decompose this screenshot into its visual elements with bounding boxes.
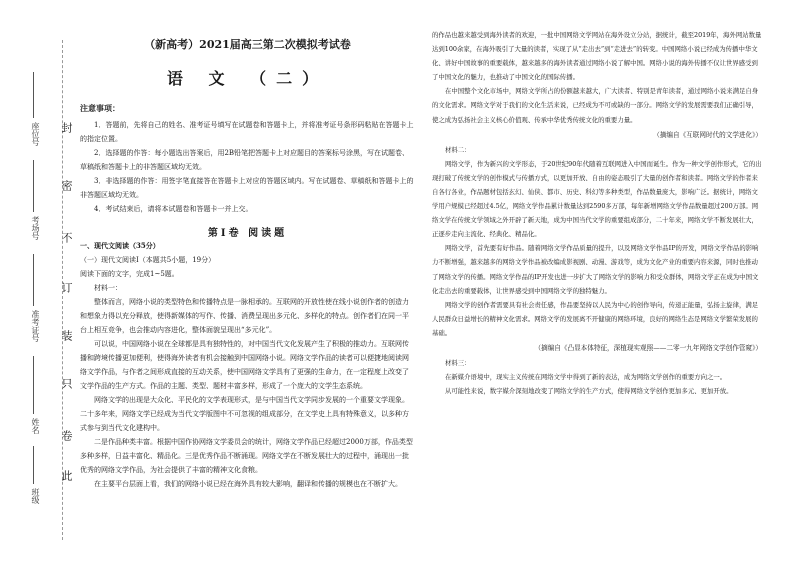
section-heading: 一、现代文阅读（35分）	[80, 241, 160, 250]
admission-number-line	[33, 254, 34, 306]
material3-label: 材料三：	[445, 358, 471, 367]
seat-number-label: 座位号	[31, 122, 40, 146]
notice-item: 4．考试结束后，请将本试题卷和答题卡一并上交。	[94, 205, 253, 213]
seat-number-line	[33, 72, 34, 118]
margin-char: 订	[60, 282, 73, 293]
exam-room-line	[33, 160, 34, 212]
material1-paragraph: 二是作品种类丰富。根据中国作协网络文学委员会的统计，网络文学作品已经超过2000万部，作品类型多种多样，日益丰富化、精品化。三是优秀作品不断涌现。网络文学在不断发展壮大的过程中，涌现出一批优秀的网络文学作品，为社会提供了丰富的精神文化食粮。	[80, 438, 413, 474]
material2-label: 材料二：	[445, 145, 471, 154]
name-label: 姓名	[31, 418, 40, 434]
source-citation: （摘编自《互联网时代的文学进化》）	[653, 130, 762, 139]
margin-char: 只	[60, 378, 73, 389]
binding-margin	[0, 0, 73, 562]
class-label: 班级	[31, 488, 40, 504]
source-citation: （摘编自《凸显本体特征，深植现实观照——二零一九年网络文学创作管窥》）	[534, 343, 762, 352]
name-line	[33, 356, 34, 414]
material1-continuation: 的作品也越来越受到海外读者的欢迎，一批中国网络文学网站在海外设立分站，据统计，截至2019年，海外网站数量达到100余家，在海外吸引了大量的读者，实现了从“走出去”到“走进去”的转变。中国网络小说已经成为传播中华文化、讲好中国故事的重要载体，越来越多的海外读者通过网络小说了解中国。网络小说的海外传播不仅让世界感受到了中国文化的魅力，也推动了中国文化的国际传播。	[432, 31, 762, 82]
material1-label: 材料一：	[94, 284, 122, 292]
material1-paragraph: 网络文学的出现是大众化、平民化的文学表现形式，是与中国当代文学同步发展的一个重要文学现象。二十多年来，网络文学已经成为当代文学版图中不可忽视的组成部分，在文学史上具有特殊意义，以多种方式参与到当代文化建构中。	[80, 396, 409, 432]
notice-item: 3．非选择题的作答：用签字笔直接答在答题卡上对应的答题区域内。写在试题卷、草稿纸和答题卡上的非答题区域均无效。	[80, 177, 414, 199]
part-title: 第Ⅰ卷 阅读题	[207, 228, 288, 239]
material2-paragraph: 网络文学的创作者需要具有社会责任感，作品要坚持以人民为中心的创作导向，传递正能量，弘扬主旋律，满足人民群众日益增长的精神文化需求。网络文学的发展离不开健康的网络环境，良好的网络生态是网络文学繁荣发展的基础。	[432, 300, 759, 337]
notice-title: 注意事项：	[80, 103, 120, 113]
exam-title: （新高考）2021届高三第二次模拟考试卷	[144, 38, 351, 51]
right-column	[432, 28, 762, 398]
left-column	[80, 30, 415, 491]
material1-paragraph: 在主要平台层面上看，我们的网络小说已经在海外具有较大影响，翻译和传播的规模也在不断扩大。	[94, 480, 402, 488]
admission-number-label: 准考证号	[31, 310, 40, 342]
material2-paragraph: 网络文学，首先要有好作品。随着网络文学作品质量的提升，以及网络文学作品IP的开发，网络文学作品的影响力不断增强，越来越多的网络文学作品被改编成影视剧、动漫、游戏等，成为文化产业的重要内容来源，同时也推动了网络文学的传播。网络文学作品的IP开发也进一步扩大了网络文学的影响力和受众群体，网络文学正在成为中国文化走出去的重要载体，让世界感受到中国网络文学的独特魅力。	[432, 244, 759, 295]
margin-char: 此	[60, 470, 73, 481]
subsection-heading: （一）现代文阅读Ⅰ（本题共5小题，19分）	[80, 256, 216, 264]
material3-paragraph: 从可能性来说，数字媒介深刻地改变了网络文学的生产方式，使得网络文学创作更加多元、更加开放。	[445, 387, 733, 396]
margin-char: 密	[60, 180, 73, 191]
instruction-text: 阅读下面的文字，完成1~5题。	[80, 270, 179, 278]
exam-room-label: 考场号	[31, 216, 40, 240]
notice-item: 2．选择题的作答：每小题选出答案后，用2B铅笔把答题卡上对应题目的答案标号涂黑，写在试题卷、草稿纸和答题卡上的非答题区域均无效。	[80, 149, 410, 171]
margin-char: 卷	[60, 430, 73, 441]
margin-char: 封	[60, 122, 73, 133]
material1-paragraph: 可以说，中国网络小说在全球都是具有独特性的，对中国当代文化发展产生了积极的推动力。互联网传播和跨境传播更加便利，使得海外读者有机会接触到中国网络小说。网络文学作品的读者可以便捷地阅读网络文学作品，与作者之间形成直接的互动关系，使中国网络文学具有了更强的生命力，在一定程度上改变了文学作品的生产方式。作品的主题、类型、题材丰富多样，形成了一个庞大的文学生态系统。	[80, 340, 409, 390]
subject-title: 语 文 （二）	[166, 69, 329, 88]
notice-item: 1．答题前，先将自己的姓名、准考证号填写在试题卷和答题卡上，并将准考证号条形码粘贴在答题卡上的指定位置。	[80, 121, 414, 143]
material2-paragraph: 网络文学，作为新兴的文学形态，于20世纪90年代随着互联网进入中国而诞生。作为一种文学创作形式，它的出现打破了传统文学的创作模式与传播方式，以更加开放、自由的姿态吸引了大量的创作者和读者。网络文学的作者来自各行各业，作品题材包括玄幻、仙侠、都市、历史、科幻等多种类型，作品数量庞大，影响广泛。据统计，网络文学用户规模已经超过4.5亿，网络文学作品累计数量达到2590多万部，每年新增网络文学作品数量超过200万部。网络文学在传统文学领域之外开辟了新天地，成为中国当代文学的重要组成部分，二十年来，网络文学不断发展壮大，正逐步走向主流化、经典化、精品化。	[432, 159, 762, 239]
margin-char: 装	[60, 330, 73, 341]
class-line	[33, 446, 34, 484]
margin-char: 不	[60, 232, 73, 243]
material1-paragraph: 整体而言，网络小说的类型特色和传播特点是一脉相承的。互联网的开放性使在线小说创作者的创造力和想象力得以充分释放，使得新媒体的写作、传播、消费呈现出多元化、多样化的特点。创作者们在同一平台上相互竞争，也会推动内容进化，整体面貌呈现出“多元化”。	[80, 298, 409, 334]
material3-paragraph: 在新媒介语境中，现实主义传统在网络文学中得到了新的表达，成为网络文学创作的重要方向之一。	[445, 373, 727, 382]
material1-paragraph: 在中国整个文化市场中，网络文学所占的份额越来越大，广大读者、特别是青年读者，通过网络小说来满足自身的文化需求。网络文学对于我们的文化生活来说，已经成为不可或缺的一部分。网络文学的发展需要我们正确引导，使之成为弘扬社会主义核心价值观、传承中华优秀传统文化的重要力量。	[432, 87, 759, 124]
